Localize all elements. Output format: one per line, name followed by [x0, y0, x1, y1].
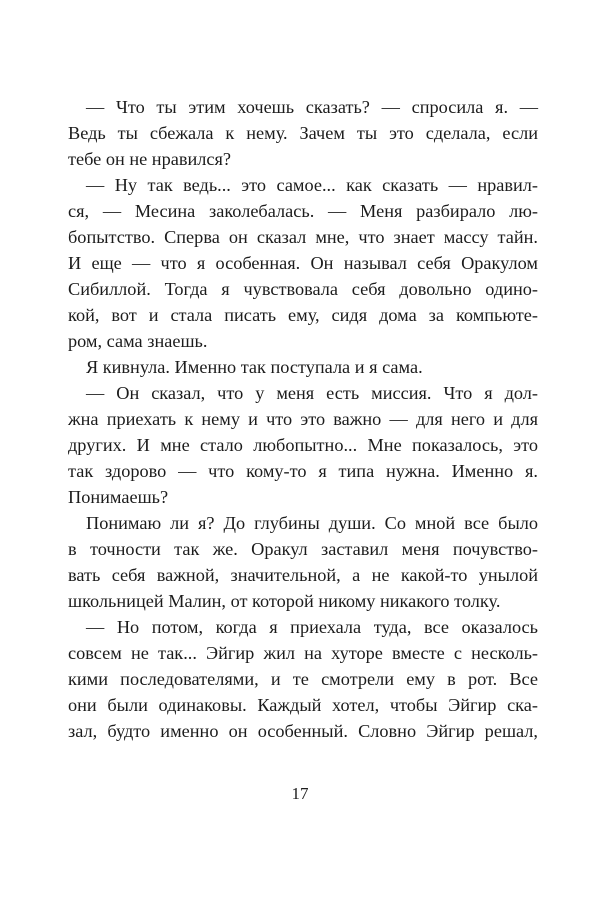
text-line: — Что ты этим хочешь сказать? — спросила я. —	[86, 97, 538, 117]
text-line: других. И мне стало любопытно... Мне показалось, это	[68, 435, 538, 455]
text-line: совсем не так... Эйгир жил на хуторе вместе с несколь-	[68, 643, 538, 663]
text-line: бопытство. Сперва он сказал мне, что знает массу тайн.	[68, 227, 538, 247]
text-line: кой, вот и стала писать ему, сидя дома за компьюте-	[68, 305, 538, 325]
text-line: Я кивнула. Именно так поступала и я сама.	[86, 357, 423, 377]
text-line: Ведь ты сбежала к нему. Зачем ты это сделала, если	[68, 123, 538, 143]
text-line: жна приехать к нему и что это важно — для него и для	[68, 409, 538, 429]
text-line: кими последователями, и те смотрели ему в рот. Все	[68, 669, 538, 689]
text-line: Понимаю ли я? До глубины души. Со мной все было	[86, 513, 538, 533]
text-line: ся, — Месина заколебалась. — Меня разбирало лю-	[68, 201, 538, 221]
text-line: — Ну так ведь... это самое... как сказать — нравил-	[86, 175, 538, 195]
text-line: Сибиллой. Тогда я чувствовала себя довольно одино-	[68, 279, 538, 299]
text-line: ром, сама знаешь.	[68, 331, 208, 351]
text-line: так здорово — что кому-то я типа нужна. Именно я.	[68, 461, 538, 481]
text-line: они были одинаковы. Каждый хотел, чтобы Эйгир ска-	[68, 695, 538, 715]
text-line: — Но потом, когда я приехала туда, все оказалось	[86, 617, 538, 637]
page-number: 17	[291, 784, 309, 803]
text-line: в точности так же. Оракул заставил меня почувство-	[68, 539, 538, 559]
text-line: Понимаешь?	[68, 487, 169, 507]
text-line: тебе он не нравился?	[68, 149, 232, 169]
text-line: вать себя важной, значительной, а не какой-то унылой	[68, 565, 538, 585]
text-line: И еще — что я особенная. Он называл себя Оракулом	[68, 253, 538, 273]
text-line: школьницей Малин, от которой никому никакого толку.	[68, 591, 501, 611]
text-line: — Он сказал, что у меня есть миссия. Что я дол-	[86, 383, 538, 403]
page-text	[68, 94, 538, 744]
text-line: зал, будто именно он особенный. Словно Эйгир решал,	[68, 721, 538, 741]
